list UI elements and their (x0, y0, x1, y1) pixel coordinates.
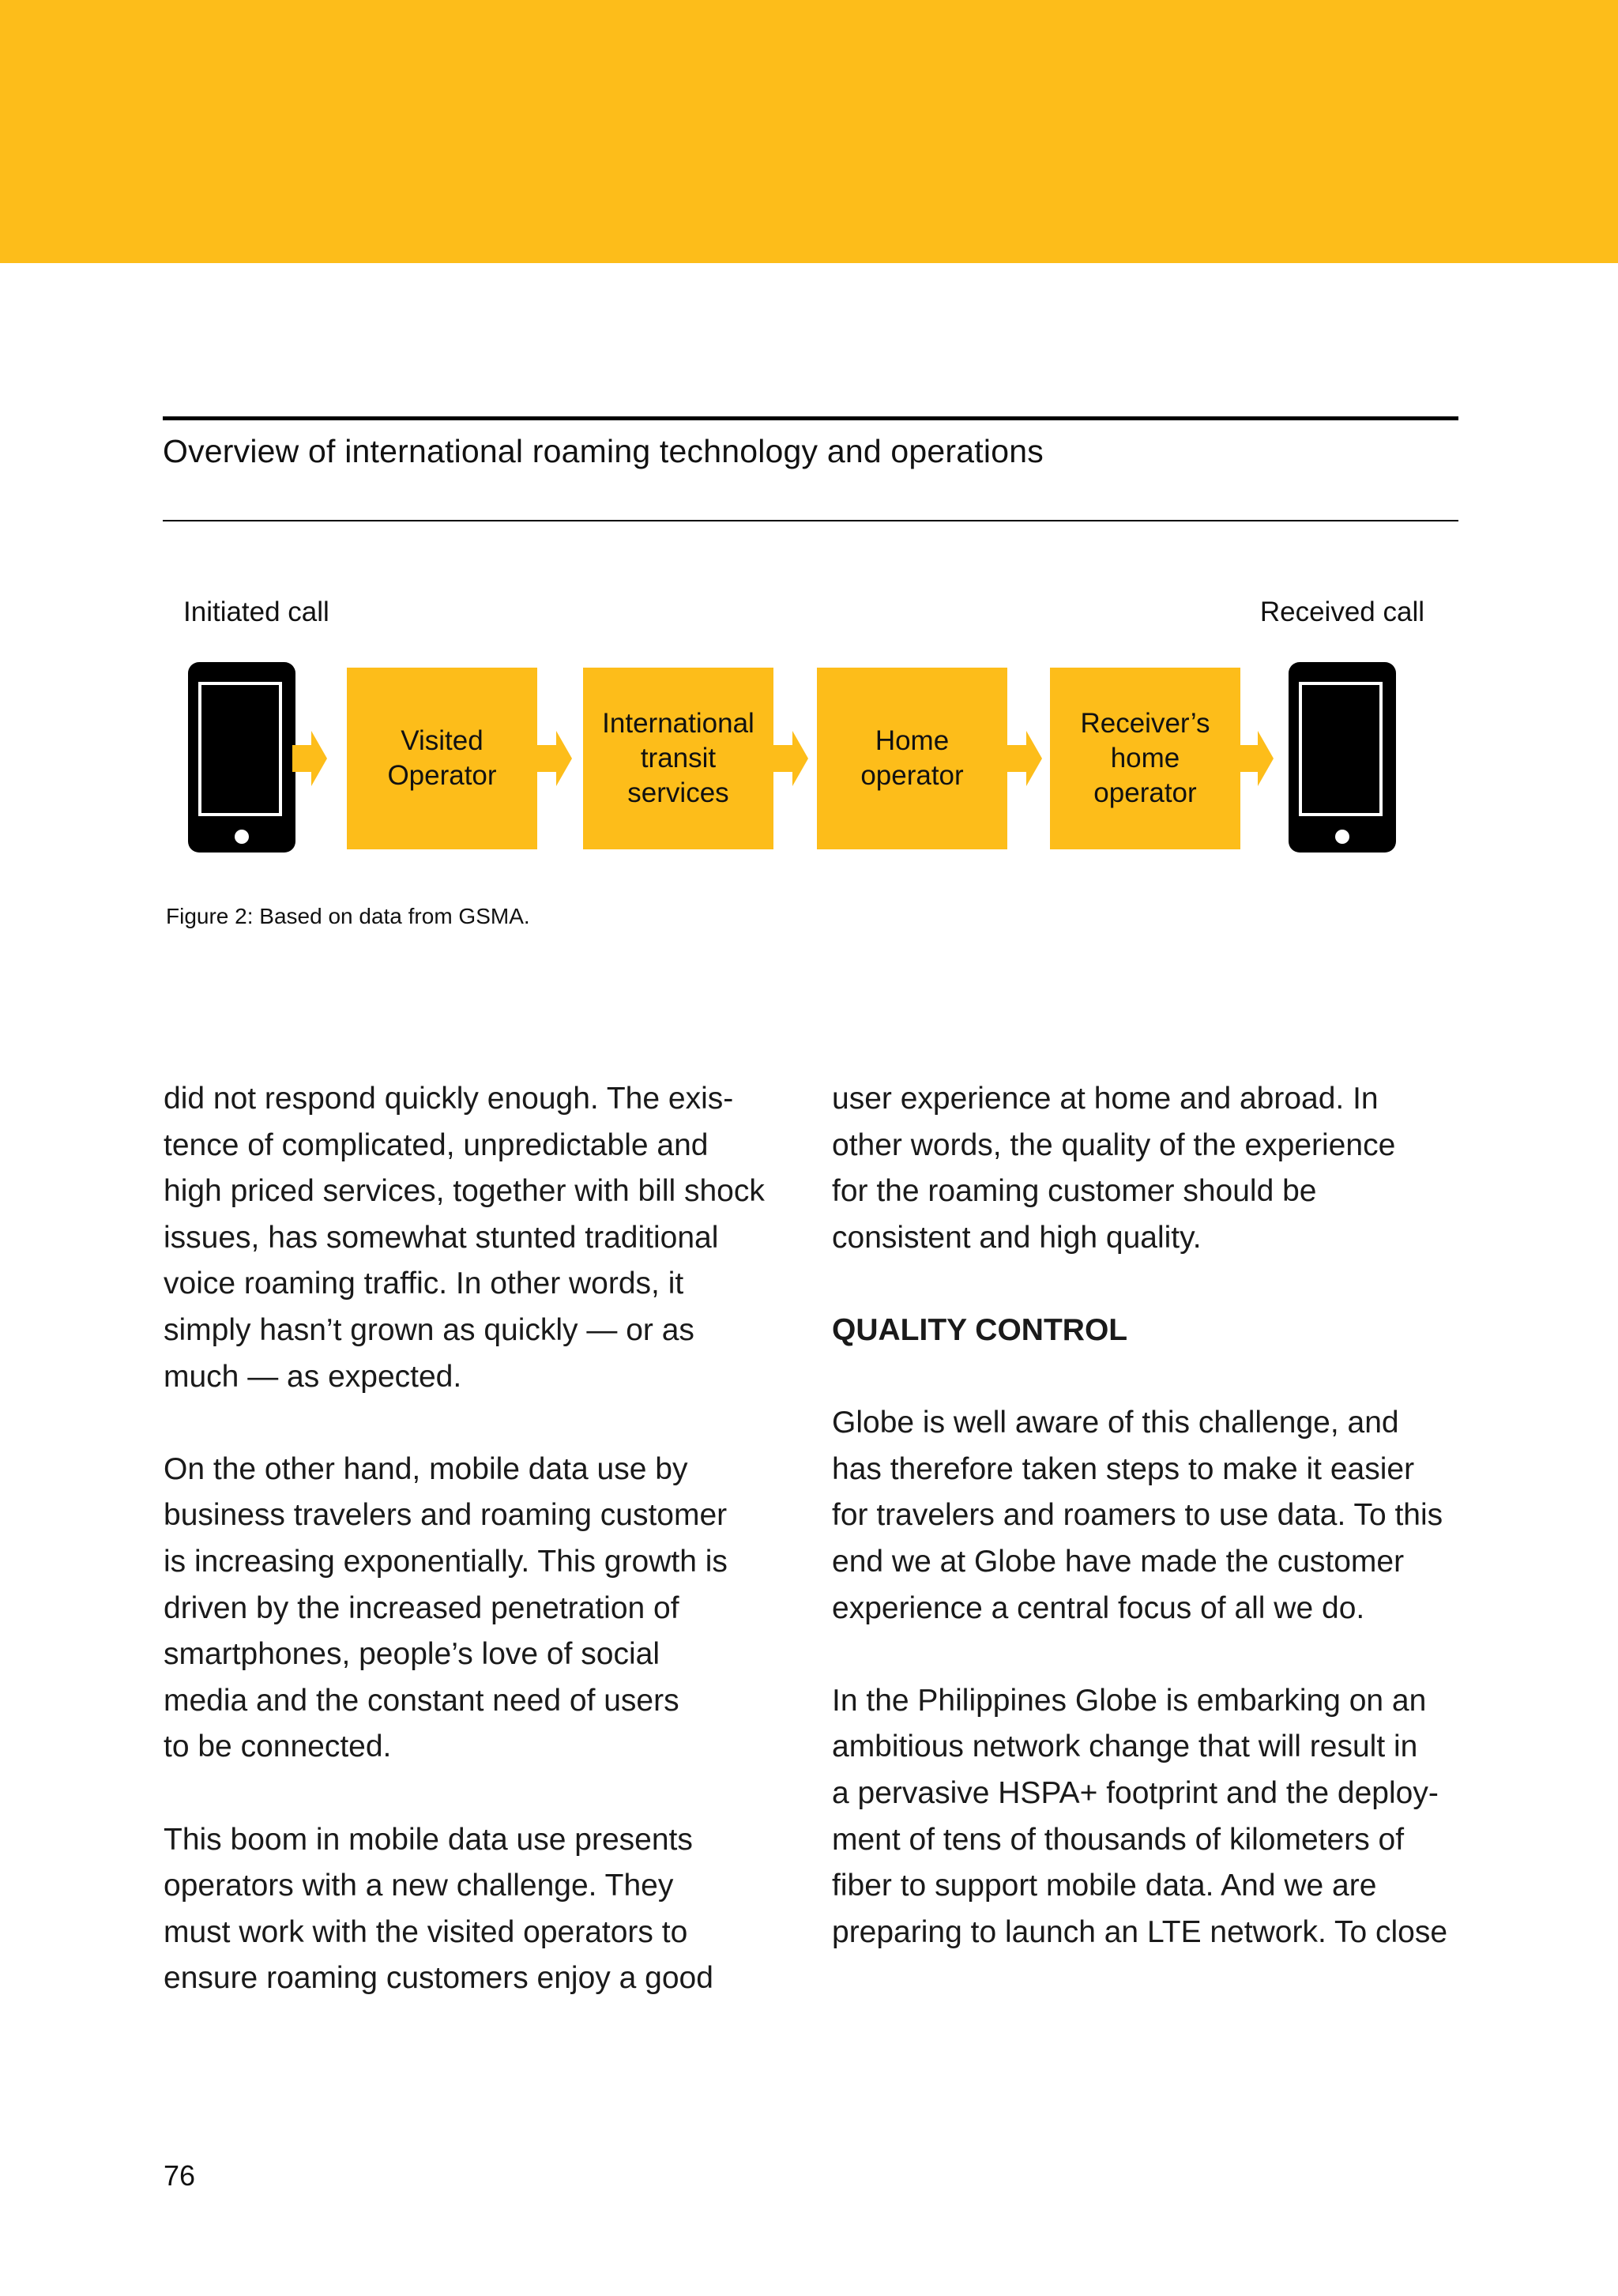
paragraph (164, 1447, 796, 1771)
text-line: issues, has somewhat stunted traditional (164, 1220, 719, 1255)
paragraph (164, 1076, 796, 1400)
paragraph (164, 1817, 796, 2002)
text-line: ambitious network change that will result in (832, 1730, 1418, 1764)
step-line: International (602, 708, 754, 739)
text-line: fiber to support mobile data. And we are (832, 1869, 1377, 1903)
receiver-phone-icon (1289, 662, 1396, 853)
caller-phone-icon (188, 662, 295, 853)
paragraph (832, 1076, 1464, 1261)
text-line: In the Philippines Globe is embarking on an (832, 1683, 1427, 1718)
left-text-column (164, 1076, 796, 2048)
text-line: has therefore taken steps to make it easier (832, 1451, 1415, 1486)
step-home-operator (817, 668, 1007, 849)
text-line: preparing to launch an LTE network. To close (832, 1914, 1448, 1949)
step-line: home (1110, 743, 1180, 773)
right-text-column (832, 1076, 1464, 2002)
text-line: high priced services, together with bill shock (164, 1174, 765, 1209)
text-line: consistent and high quality. (832, 1220, 1202, 1255)
figure-title: Overview of international roaming technology and operations (163, 433, 1044, 469)
step-line: transit (640, 743, 717, 773)
text-line: for the roaming customer should be (832, 1174, 1317, 1209)
page-number: 76 (164, 2159, 196, 2192)
flow-arrow-icon (773, 731, 808, 786)
step-line: operator (1093, 777, 1197, 808)
text-line: tence of complicated, unpredictable and (164, 1127, 709, 1162)
text-line: experience a central focus of all we do. (832, 1590, 1365, 1625)
paragraph (832, 1678, 1464, 1956)
flow-arrow-icon (537, 731, 572, 786)
text-line: driven by the increased penetration of (164, 1590, 679, 1625)
text-line: Globe is well aware of this challenge, and (832, 1406, 1399, 1440)
text-line: ensure roaming customers enjoy a good (164, 1961, 713, 1996)
step-line: Home (875, 725, 950, 756)
step-international-transit (583, 668, 773, 849)
initiated-call-label: Initiated call (183, 597, 329, 627)
text-line: a pervasive HSPA+ footprint and the deploy- (832, 1775, 1439, 1810)
text-line: On the other hand, mobile data use by (164, 1451, 688, 1486)
phone-screen (1299, 682, 1383, 816)
step-receivers-home-operator (1050, 668, 1240, 849)
text-line: to be connected. (164, 1730, 392, 1764)
paragraph (832, 1400, 1464, 1632)
text-line: must work with the visited operators to (164, 1914, 688, 1949)
text-line: operators with a new challenge. They (164, 1869, 674, 1903)
text-line: simply hasn’t grown as quickly — or as (164, 1312, 694, 1347)
text-line: for travelers and roamers to use data. To this (832, 1498, 1443, 1533)
roaming-flow-diagram (0, 0, 1618, 948)
step-line: Receiver’s (1080, 708, 1210, 739)
step-line: Operator (387, 760, 497, 791)
section-heading: QUALITY CONTROL (832, 1312, 1128, 1347)
text-line: media and the constant need of users (164, 1683, 679, 1718)
step-line: Visited (401, 725, 484, 756)
flow-arrow-icon (1239, 731, 1274, 786)
received-call-label: Received call (1259, 597, 1424, 627)
step-visited-operator (347, 668, 537, 849)
step-line: operator (860, 760, 964, 791)
text-line: smartphones, people’s love of social (164, 1637, 660, 1672)
step-line: services (627, 777, 729, 808)
text-line: ment of tens of thousands of kilometers of (832, 1822, 1405, 1857)
phone-screen (198, 682, 282, 816)
flow-arrow-icon (1007, 731, 1042, 786)
text-line: much — as expected. (164, 1359, 462, 1394)
text-line: end we at Globe have made the customer (832, 1544, 1405, 1579)
text-line: business travelers and roaming customer (164, 1498, 728, 1533)
text-line: voice roaming traffic. In other words, it (164, 1267, 684, 1301)
text-line: other words, the quality of the experience (832, 1127, 1396, 1162)
figure-caption: Figure 2: Based on data from GSMA. (166, 904, 530, 928)
phone-home-button (235, 830, 249, 844)
phone-home-button (1335, 830, 1349, 844)
flow-arrow-icon (292, 731, 327, 786)
text-line: This boom in mobile data use presents (164, 1822, 693, 1857)
text-line: user experience at home and abroad. In (832, 1082, 1379, 1116)
text-line: is increasing exponentially. This growth is (164, 1544, 728, 1579)
text-line: did not respond quickly enough. The exis- (164, 1082, 734, 1116)
